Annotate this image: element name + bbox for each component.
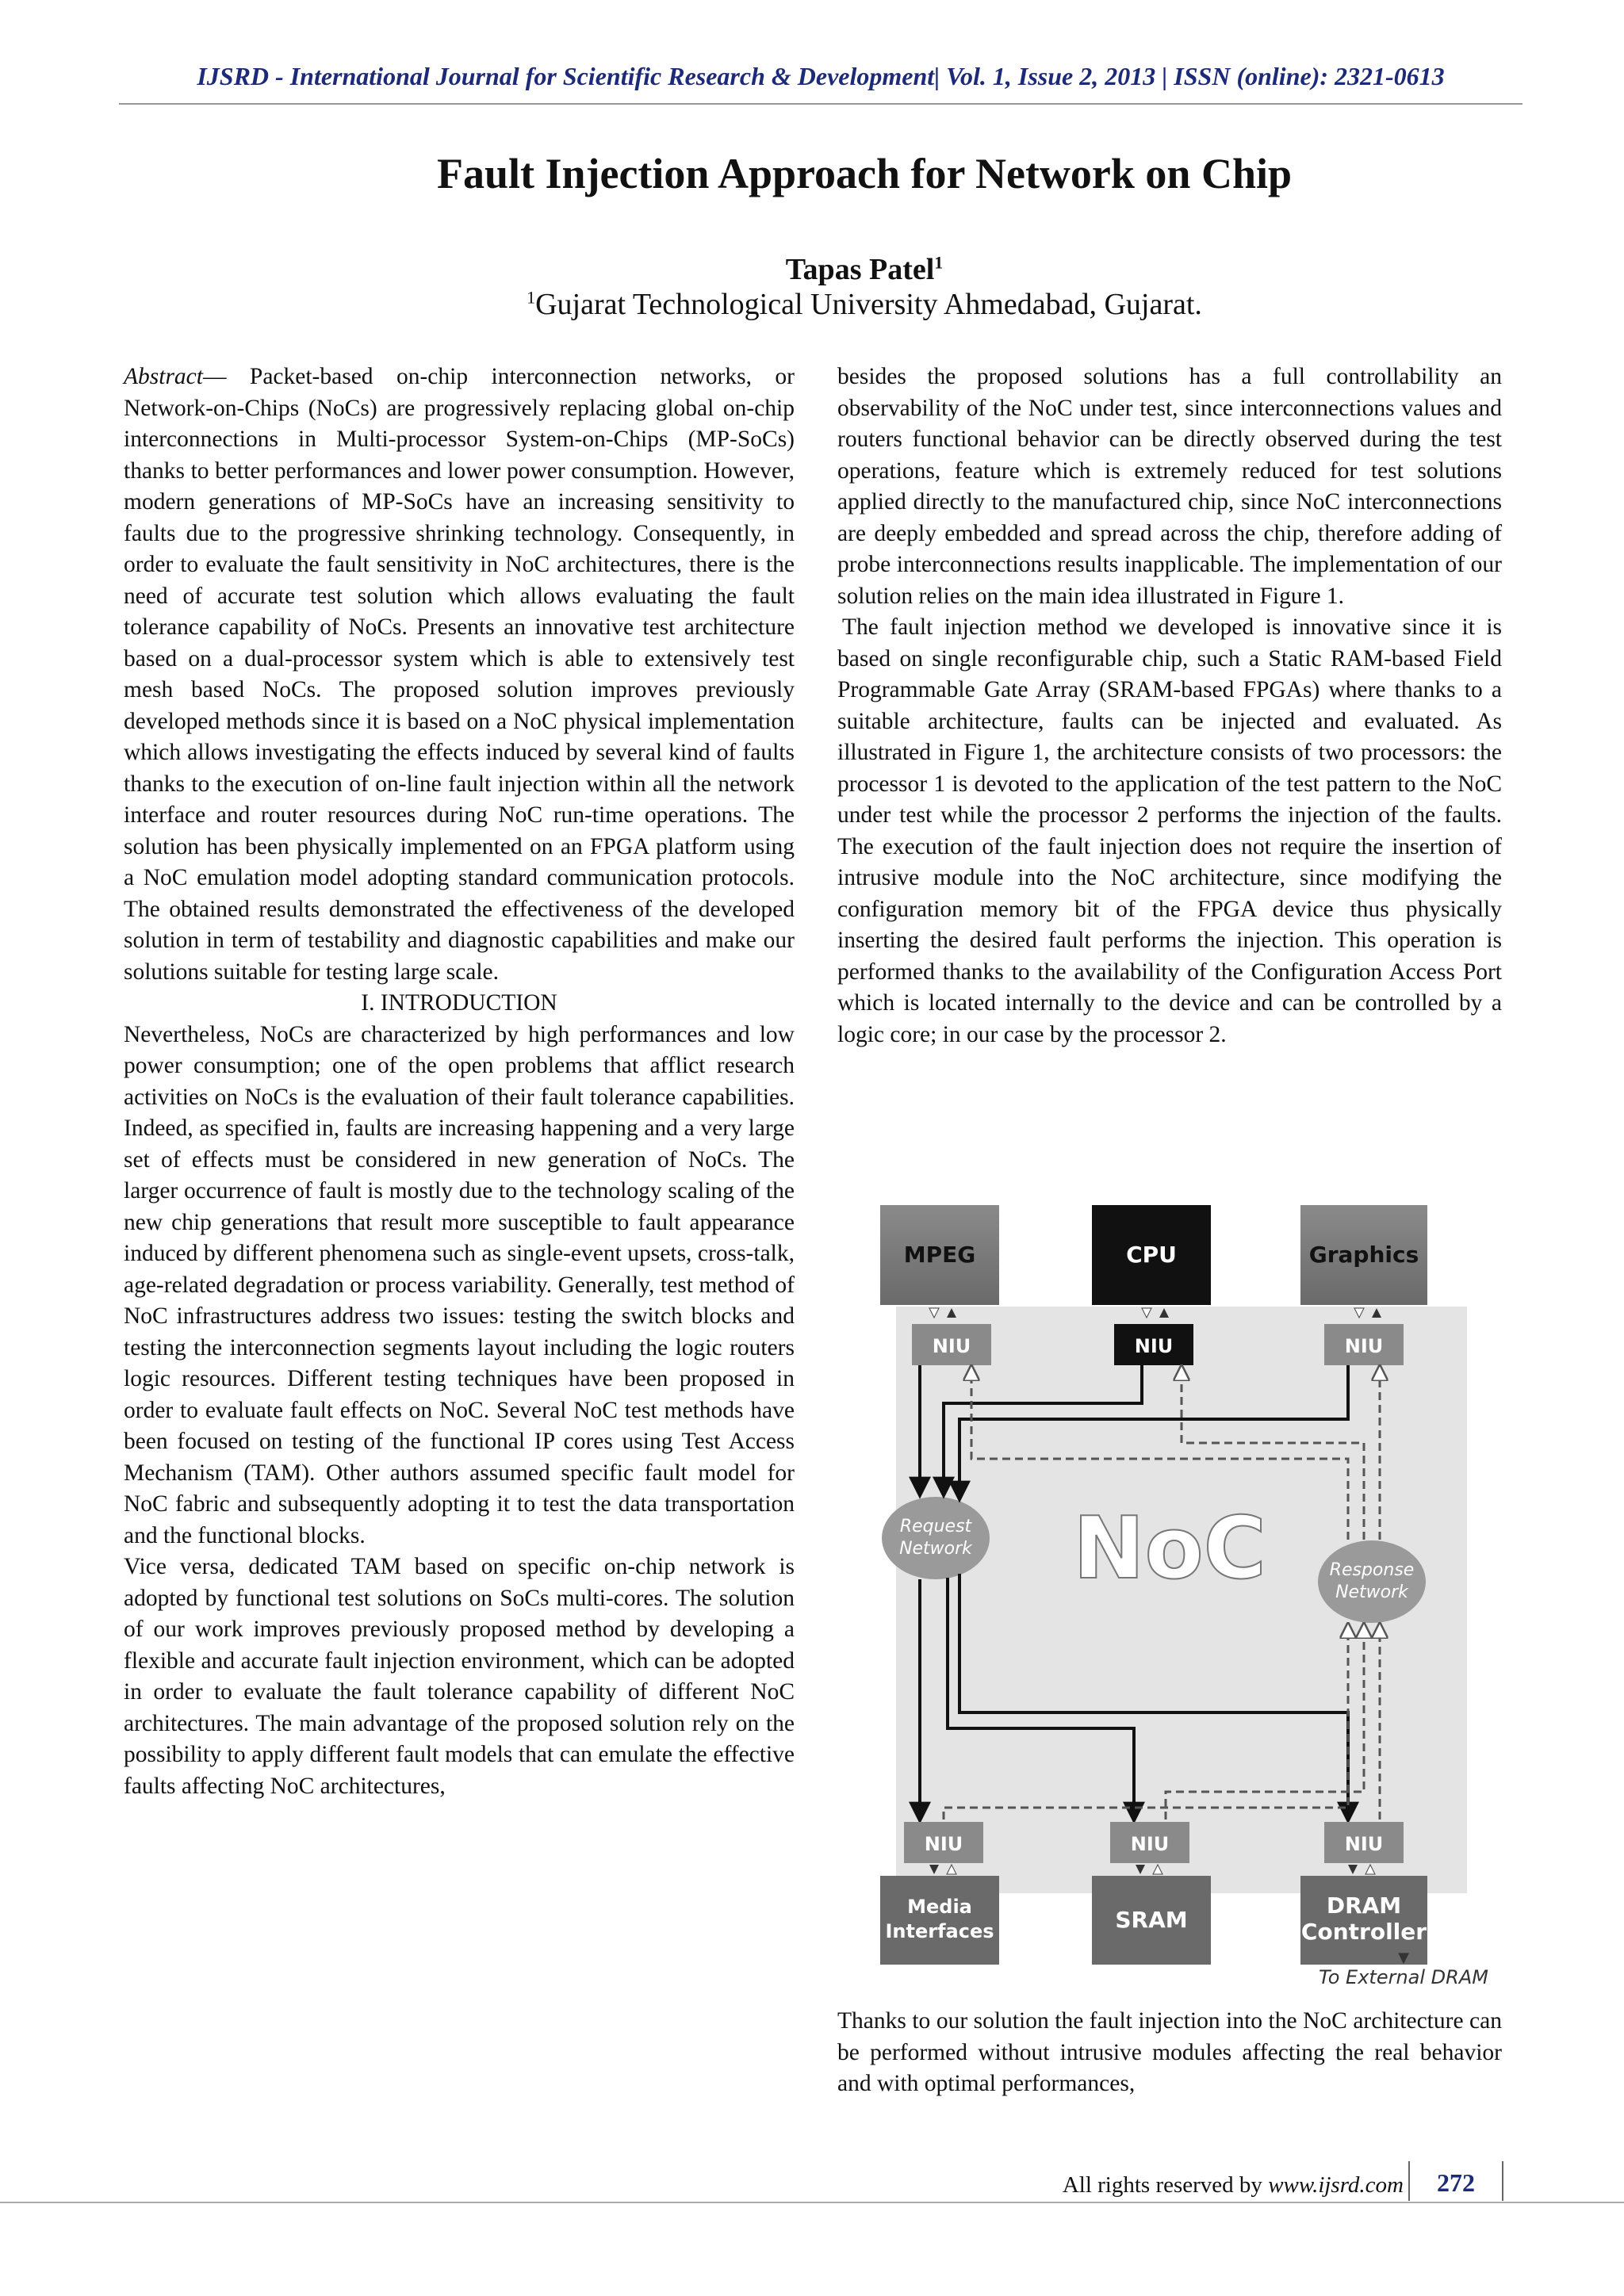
niu-label: NIU xyxy=(924,1833,963,1855)
journal-header: IJSRD - International Journal for Scientific Research & Development| Vol. 1, Issue 2, 2013 | ISSN (online): 2321-0613 xyxy=(197,62,1445,90)
niu-top-mpeg xyxy=(912,1324,991,1365)
intro-paragraph-2: Vice versa, dedicated TAM based on specific on-chip network is adopted by functional test solutions on SoCs multi-cores. The solution of our work improves previously proposed method by developing a flexible and accurate fault injection environment, which can be adopted in order to evaluate the fault tolerance capability of different NoC architectures. The main advantage of the proposed solution rely on the possibility to apply different fault models that can emulate the effective faults affecting NoC architectures, xyxy=(124,1554,795,1799)
right-column xyxy=(837,362,1502,1050)
abstract-label: Abstract xyxy=(124,364,203,389)
block-mpeg-label: MPEG xyxy=(903,1242,976,1268)
niu-label: NIU xyxy=(1130,1833,1170,1855)
affiliation-superscript: 1 xyxy=(527,287,536,308)
niu-bottom-dram xyxy=(1324,1822,1404,1863)
block-cpu xyxy=(1092,1205,1211,1305)
niu-top-cpu xyxy=(1114,1324,1193,1365)
block-sram-label: SRAM xyxy=(1115,1907,1188,1933)
block-media-label-line2: Interfaces xyxy=(885,1920,994,1942)
niu-top-graphics xyxy=(1324,1324,1404,1365)
abstract-paragraph xyxy=(124,362,795,988)
affiliation-text: Gujarat Technological University Ahmedabad, Gujarat. xyxy=(535,288,1202,321)
right-paragraph-3: Thanks to our solution the fault injection into the NoC architecture can be performed without intrusive modules affecting the real behavior and with optimal performances, xyxy=(837,2008,1502,2096)
footer-rights-text: All rights reserved by xyxy=(1062,2172,1262,2198)
niu-label: NIU xyxy=(932,1335,971,1357)
section-heading-introduction: I. INTRODUCTION xyxy=(361,990,557,1016)
response-network-label-line1: Response xyxy=(1329,1560,1415,1580)
block-graphics xyxy=(1300,1205,1427,1305)
external-dram-label xyxy=(1285,1950,1522,1988)
niu-bottom-sram xyxy=(1110,1822,1189,1863)
niu-label: NIU xyxy=(1344,1335,1384,1357)
intro-paragraph-1: Nevertheless, NoCs are characterized by high performances and low power consumption; one of the open problems that afflict research activities on NoCs is the evaluation of their fault tolerance capabilities. Indeed, as specified in, faults are increasing happening and a very large set of effects must be considered in new generation of NoCs. The larger occurrence of fault is mostly due to the technology scaling of the new chip generations that result more susceptible to fault appearance induced by different phenomena such as single-event upsets, cross-talk, age-related degradation or process variability. Generally, test method of NoC infrastructures address two issues: testing the switch blocks and testing the interconnection segments layout including the logic routers logic resources. Different testing techniques have been proposed in order to evaluate fault effects on NoC. Several NoC test methods have been focused on testing of the functional IP cores using Test Access Mechanism (TAM). Other authors assumed specific fault model for NoC fabric and subsequently adopting it to test the data transportation and the functional blocks. xyxy=(124,1021,795,1548)
footer-site-link[interactable]: www.ijsrd.com xyxy=(1268,2172,1404,2198)
paper-title: Fault Injection Approach for Network on Chip xyxy=(436,150,1293,197)
block-mpeg xyxy=(880,1205,999,1305)
block-sram xyxy=(1092,1876,1211,1965)
block-media-interfaces xyxy=(880,1876,999,1965)
author-superscript: 1 xyxy=(934,252,944,273)
author-name xyxy=(119,252,1610,287)
block-dram-label-line2: Controller xyxy=(1300,1919,1427,1945)
header-rule xyxy=(119,103,1522,105)
left-column xyxy=(124,362,795,1802)
down-arrow-icon: ▼ xyxy=(1398,1950,1409,1966)
request-network-label-line1: Request xyxy=(899,1517,972,1536)
footer-rule xyxy=(0,2202,1624,2203)
right-paragraph-2: The fault injection method we developed is innovative since it is based on single reconfigurable chip, such a Static RAM-based Field Programmable Gate Array (SRAM-based FPGAs) where thanks to a suitable architecture, faults can be injected and evaluated. As illustrated in Figure 1, the architecture consists of two processors: the processor 1 is devoted to the application of the test pattern to the NoC under test while the processor 2 performs the injection of the faults. The execution of the fault injection does not require the insertion of intrusive module into the NoC architecture, since modifying the configuration memory bit of the FPGA device thus physically inserting the desired fault performs the injection. This operation is performed thanks to the availability of the Configuration Access Port which is located internally to the device and can be controlled by a logic core; in our case by the processor 2. xyxy=(837,614,1502,1047)
niu-bottom-media xyxy=(904,1822,983,1863)
response-network-label-line2: Network xyxy=(1335,1582,1408,1602)
block-dram-label-line1: DRAM xyxy=(1326,1892,1402,1919)
author-name-text: Tapas Patel xyxy=(785,253,935,286)
right-paragraph-1: besides the proposed solutions has a full controllability an observability of the NoC under test, since interconnections values and routers functional behavior can be directly observed during the test operations, feature which is extremely reduced for test solutions applied directly to the manufactured chip, since NoC interconnections are deeply embedded and spread across the chip, therefore adding of probe interconnections results inapplicable. The implementation of our solution relies on the main idea illustrated in Figure 1. xyxy=(837,364,1502,609)
page-number: 272 xyxy=(1408,2161,1503,2201)
right-column-bottom xyxy=(837,2006,1502,2100)
block-cpu-label: CPU xyxy=(1126,1242,1177,1268)
request-network-label-line2: Network xyxy=(899,1539,972,1559)
external-dram-text: To External DRAM xyxy=(1319,1966,1488,1988)
request-network xyxy=(882,1497,990,1579)
response-network xyxy=(1318,1540,1426,1623)
block-graphics-label: Graphics xyxy=(1308,1242,1419,1268)
niu-label: NIU xyxy=(1344,1833,1384,1855)
author-affiliation xyxy=(119,287,1610,322)
niu-label: NIU xyxy=(1134,1335,1174,1357)
noc-label: NoC xyxy=(1073,1499,1266,1598)
footer-rights xyxy=(1031,2172,1404,2198)
noc-architecture-figure xyxy=(872,1205,1483,1976)
abstract-text: — Packet-based on-chip interconnection networks, or Network-on-Chips (NoCs) are progressively replacing global on-chip interconnections in Multi-processor System-on-Chips (MP-SoCs) thanks to better performances and lower power consumption. However, modern generations of MP-SoCs have an increasing sensitivity to faults due to the progressive shrinking technology. Consequently, in order to evaluate the fault sensitivity in NoC architectures, there is the need of accurate test solution which allows evaluating the fault tolerance capability of NoCs. Presents an innovative test architecture based on a dual-processor system which is able to extensively test mesh based NoCs. The proposed solution improves previously developed methods since it is based on a NoC physical implementation which allows investigating the effects induced by several kind of faults thanks to the execution of on-line fault injection within all the network interface and router resources during NoC run-time operations. The solution has been physically implemented on an FPGA platform using a NoC emulation model adopting standard communication protocols. The obtained results demonstrated the effectiveness of the developed solution in term of testability and diagnostic capabilities and make our solutions suitable for testing large scale. xyxy=(124,364,795,985)
block-media-label-line1: Media xyxy=(907,1896,972,1918)
